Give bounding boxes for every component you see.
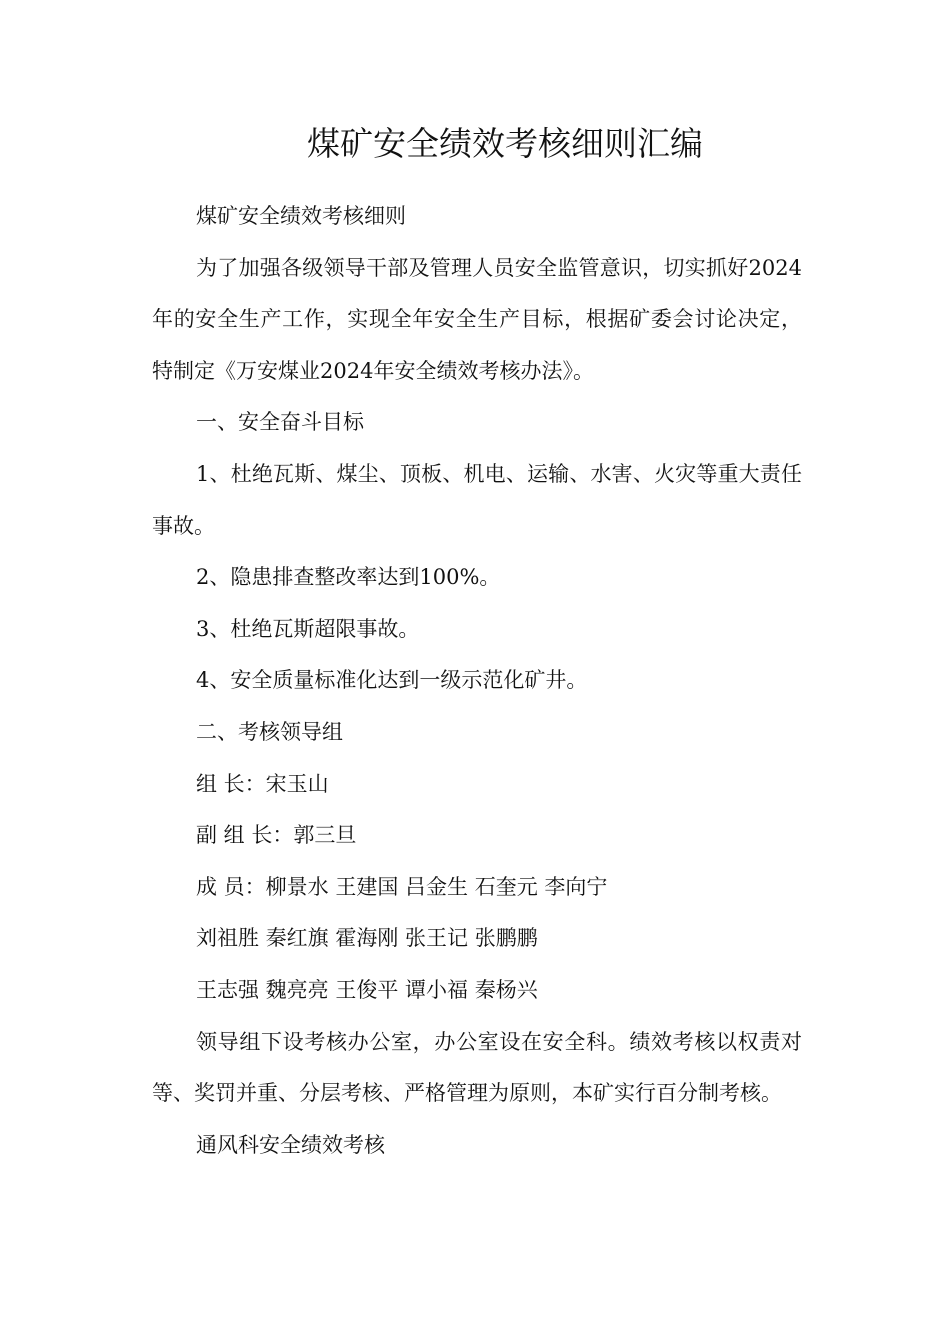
- goal-item: 1、杜绝瓦斯、煤尘、顶板、机电、运输、水害、火灾等重大责任事故。: [152, 461, 802, 538]
- section-heading-ventilation: 通风科安全绩效考核: [196, 1132, 385, 1157]
- office-paragraph: 领导组下设考核办公室，办公室设在安全科。绩效考核以权责对等、奖罚并重、分层考核、严格管理为原则，本矿实行百分制考核。: [152, 1029, 802, 1106]
- section-heading-leadership: 二、考核领导组: [196, 719, 343, 744]
- leader-line: 组 长：宋玉山: [196, 771, 329, 796]
- document-body: [152, 191, 802, 1171]
- goal-item: 3、杜绝瓦斯超限事故。: [196, 616, 420, 641]
- intro-paragraph: 为了加强各级领导干部及管理人员安全监管意识，切实抓好2024年的安全生产工作，实现全年安全生产目标，根据矿委会讨论决定，特制定《万安煤业2024年安全绩效考核办法》。: [152, 255, 802, 383]
- goal-item: 2、隐患排查整改率达到100%。: [196, 565, 501, 590]
- subtitle-paragraph: 煤矿安全绩效考核细则: [196, 204, 406, 228]
- members-line: 王志强 魏亮亮 王俊平 谭小福 秦杨兴: [196, 977, 538, 1002]
- members-line: 成 员：柳景水 王建国 吕金生 石奎元 李向宁: [196, 874, 608, 899]
- section-heading-goals: 一、安全奋斗目标: [196, 410, 364, 435]
- goal-item: 4、安全质量标准化达到一级示范化矿井。: [196, 668, 588, 693]
- members-line: 刘祖胜 秦红旗 霍海刚 张王记 张鹏鹏: [196, 926, 538, 951]
- deputy-leader-line: 副 组 长：郭三旦: [196, 823, 357, 848]
- document-title: 煤矿安全绩效考核细则汇编: [307, 124, 703, 163]
